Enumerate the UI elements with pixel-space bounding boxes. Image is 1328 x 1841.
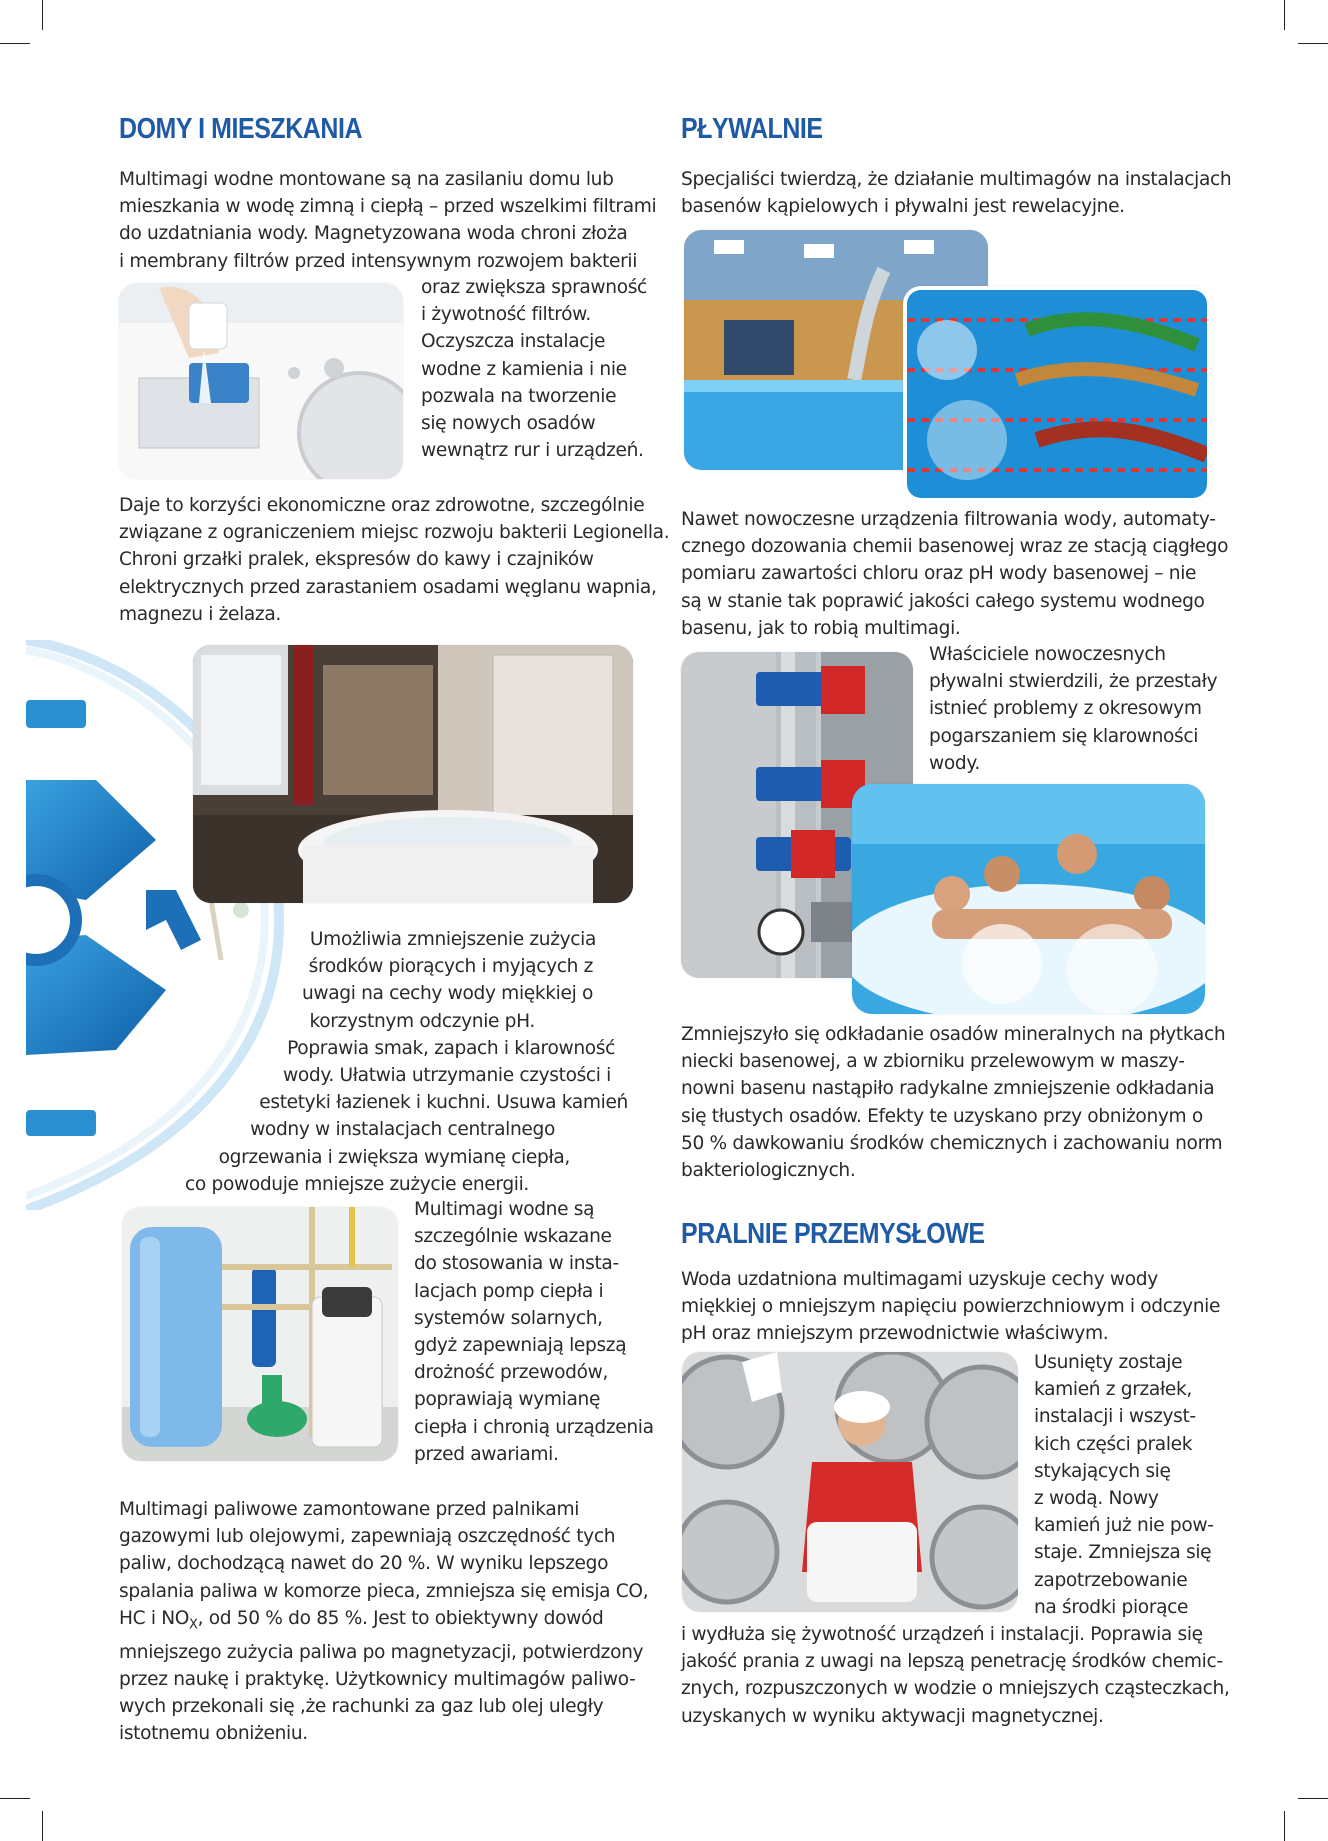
laundry-worker-photo (682, 1352, 1018, 1612)
text-line: się tłustych osadów. Efekty te uzyskano przy obniżonym o (681, 1105, 1203, 1127)
text-line: wodny w instalacjach centralnego (250, 1119, 555, 1141)
heading-pralnie-przemyslowe: PRALNIE PRZEMYSŁOWE (681, 1218, 985, 1250)
text-line: jakość prania z uwagi na lepszą penetrację środków chemic- (681, 1651, 1223, 1673)
text-line: lacjach pomp ciepła i (414, 1280, 604, 1302)
paragraph-intro (119, 166, 656, 275)
paragraph-fuel (119, 1496, 648, 1748)
text-line: Nawet nowoczesne urządzenia filtrowania wody, automaty- (681, 509, 1216, 530)
jacuzzi-photo (852, 784, 1205, 1014)
text-line: i wydłuża się żywotność urządzeń i instalacji. Poprawia się (681, 1624, 1203, 1645)
text-line: estetyki łazienek i kuchni. Usuwa kamień (259, 1092, 628, 1114)
text-line: środków piorących i myjących z (308, 956, 593, 978)
paragraph-laundry-side (1034, 1349, 1214, 1621)
washing-machine-photo (119, 283, 403, 479)
text-line: poprawiają wymianę (414, 1389, 601, 1411)
text-line: z wodą. Nowy (1034, 1488, 1159, 1510)
text-line: Multimagi paliwowe zamontowane przed palnikami (119, 1499, 580, 1520)
text-line: przez naukę i praktykę. Użytkownicy multimagów paliwo- (119, 1668, 636, 1690)
text-line: istotnemu obniżeniu. (119, 1723, 308, 1745)
crop-mark (1284, 0, 1285, 30)
text-line: cznego dozowania chemii basenowej wraz ze stacją ciągłego (681, 536, 1229, 558)
text-line: instalacji i wszyst- (1034, 1406, 1196, 1428)
swimmers-photo (903, 286, 1211, 502)
text-line: kich części pralek (1034, 1433, 1193, 1455)
text-line: znych, rozpuszczonych w wodzie o mniejszych cząsteczkach, (681, 1678, 1230, 1700)
text-line: Zmniejszyło się odkładanie osadów mineralnych na płytkach (681, 1024, 1226, 1045)
paragraph-pools-intro (681, 166, 1231, 220)
text-line: pomiaru zawartości chloru oraz pH wody basenowej – nie (681, 563, 1197, 585)
paragraph-pool-results (681, 1021, 1225, 1184)
text-line: staje. Zmniejsza się (1034, 1542, 1212, 1564)
paragraph-intro-side (421, 274, 647, 464)
text-line: wody. (929, 752, 980, 774)
text-line: Specjaliści twierdzą, że działanie multimagów na instalacjach (681, 169, 1232, 190)
text-line: się nowych osadów (421, 413, 596, 435)
text-line: pogarszaniem się klarowności (929, 725, 1199, 747)
text-line: i membrany filtrów przed intensywnym rozwojem bakterii (119, 250, 638, 272)
text-line: przed awariami. (414, 1443, 559, 1465)
crop-mark (1298, 43, 1328, 44)
text-line: Woda uzdatniona multimagami uzyskuje cechy wody (681, 1269, 1158, 1290)
text-line: Multimagi wodne montowane są na zasilaniu domu lub (119, 169, 614, 190)
text-line: do stosowania w insta- (414, 1253, 619, 1275)
paragraph-heat-pumps (414, 1196, 654, 1468)
text-line: do uzdatniania wody. Magnetyzowana woda chroni złoża (119, 223, 628, 245)
paragraph-pools-filters (681, 506, 1228, 642)
text-line: mieszkania w wodę zimną i ciepłą – przed wszelkimi filtrami (119, 196, 657, 218)
text-line: korzystnym odczynie pH. (309, 1010, 535, 1032)
text-line: elektrycznych przed zarastaniem osadami węglanu wapnia, (119, 576, 657, 598)
paragraph-pool-owners (929, 641, 1217, 777)
text-line: niecki basenowej, a w zbiorniku przelewowym w maszy- (681, 1051, 1185, 1073)
text-line: spalania paliwa w komorze pieca, zmniejsza się emisja CO, (119, 1580, 649, 1602)
text-line: paliw, dochodzącą nawet do 20 %. W wyniku lepszego (119, 1553, 609, 1575)
paragraph-detergents (0, 926, 628, 1198)
text-line: gdyż zapewniają lepszą (414, 1335, 627, 1357)
text-line: 50 % dawkowaniu środków chemicznych i zachowaniu norm (681, 1132, 1223, 1154)
text-line: uzyskanych w wyniku aktywacji magnetycznej. (681, 1705, 1104, 1727)
text-line: Multimagi wodne są (414, 1199, 595, 1220)
text-line: stykających się (1034, 1460, 1171, 1482)
text-line: oraz zwiększa sprawność (421, 277, 647, 298)
text-line: związane z ograniczeniem miejsc rozwoju bakterii Legionella. (119, 522, 670, 544)
heading-domy-i-mieszkania: DOMY I MIESZKANIA (119, 113, 363, 145)
crop-mark (1284, 1811, 1285, 1841)
text-line: mniejszego zużycia paliwa po magnetyzacji, potwierdzony (119, 1641, 644, 1663)
text-line: drożność przewodów, (414, 1362, 609, 1384)
text-line: bakteriologicznych. (681, 1160, 856, 1182)
text-line: Umożliwia zmniejszenie zużycia (309, 929, 596, 950)
paragraph-laundry-end (681, 1621, 1230, 1730)
heat-pump-installation-photo (122, 1207, 398, 1461)
text-line: Poprawia smak, zapach i klarowność (287, 1037, 615, 1059)
text-line: magnezu i żelaza. (119, 603, 281, 625)
text-fragment: HC i NO (119, 1607, 190, 1629)
text-fragment: , od 50 % do 85 %. Jest to obiektywny dowód (197, 1607, 604, 1629)
crop-mark (0, 1798, 30, 1799)
heading-plywalnie: PŁYWALNIE (681, 113, 823, 145)
text-line: wych przekonali się ,że rachunki za gaz lub olej uległy (119, 1696, 604, 1718)
text-line: wodne z kamienia i nie (421, 358, 627, 380)
text-line: wewnątrz rur i urządzeń. (421, 440, 644, 462)
text-line: istnieć problemy z okresowym (929, 698, 1202, 720)
text-line: nowni basenu nastąpiło radykalne zmniejszenie odkładania (681, 1078, 1215, 1100)
text-line: Właściciele nowoczesnych (929, 644, 1166, 665)
text-line: Usunięty zostaje (1034, 1352, 1183, 1373)
text-line: Oczyszcza instalacje (421, 331, 606, 353)
text-line: są w stanie tak poprawić jakości całego systemu wodnego (681, 590, 1205, 612)
text-line: zapotrzebowanie (1034, 1569, 1188, 1591)
crop-mark (0, 43, 30, 44)
text-line: pływalni stwierdzili, że przestały (929, 671, 1218, 693)
text-line: ogrzewania i zwiększa wymianę ciepła, (218, 1146, 570, 1168)
text-line: miękkiej o mniejszym napięciu powierzchniowym i odczynie (681, 1296, 1221, 1318)
crop-mark (42, 0, 43, 30)
text-line (119, 1605, 648, 1639)
text-line: wody. Ułatwia utrzymanie czystości i (283, 1065, 611, 1087)
paragraph-benefits (119, 492, 669, 628)
paragraph-laundry-intro (681, 1266, 1220, 1348)
text-line: i żywotność filtrów. (421, 304, 591, 326)
crop-mark (1298, 1798, 1328, 1799)
text-line: gazowymi lub olejowymi, zapewniają oszczędność tych (119, 1526, 616, 1548)
text-line: basenów kąpielowych i pływalni jest rewelacyjne. (681, 196, 1125, 218)
text-line: basenu, jak to robią multimagi. (681, 617, 961, 639)
text-line: pH oraz mniejszym przewodnictwie właściwym. (681, 1323, 1109, 1345)
text-line: ciepła i chronią urządzenia (414, 1416, 654, 1438)
text-line: pozwala na tworzenie (421, 385, 617, 407)
text-line: kamień już nie pow- (1034, 1515, 1214, 1537)
bathroom-photo (193, 645, 633, 903)
text-line: szczególnie wskazane (414, 1226, 612, 1248)
text-line: uwagi na cechy wody miękkiej o (301, 983, 593, 1005)
text-line: co powoduje mniejsze zużycie energii. (185, 1173, 529, 1195)
text-line: systemów solarnych, (414, 1307, 603, 1329)
crop-mark (42, 1811, 43, 1841)
text-line: Daje to korzyści ekonomiczne oraz zdrowotne, szczególnie (119, 495, 645, 516)
subscript: X (189, 1617, 198, 1633)
text-line: kamień z grzałek, (1034, 1379, 1192, 1401)
text-line: na środki piorące (1034, 1596, 1189, 1618)
text-line: Chroni grzałki pralek, ekspresów do kawy i czajników (119, 549, 594, 571)
